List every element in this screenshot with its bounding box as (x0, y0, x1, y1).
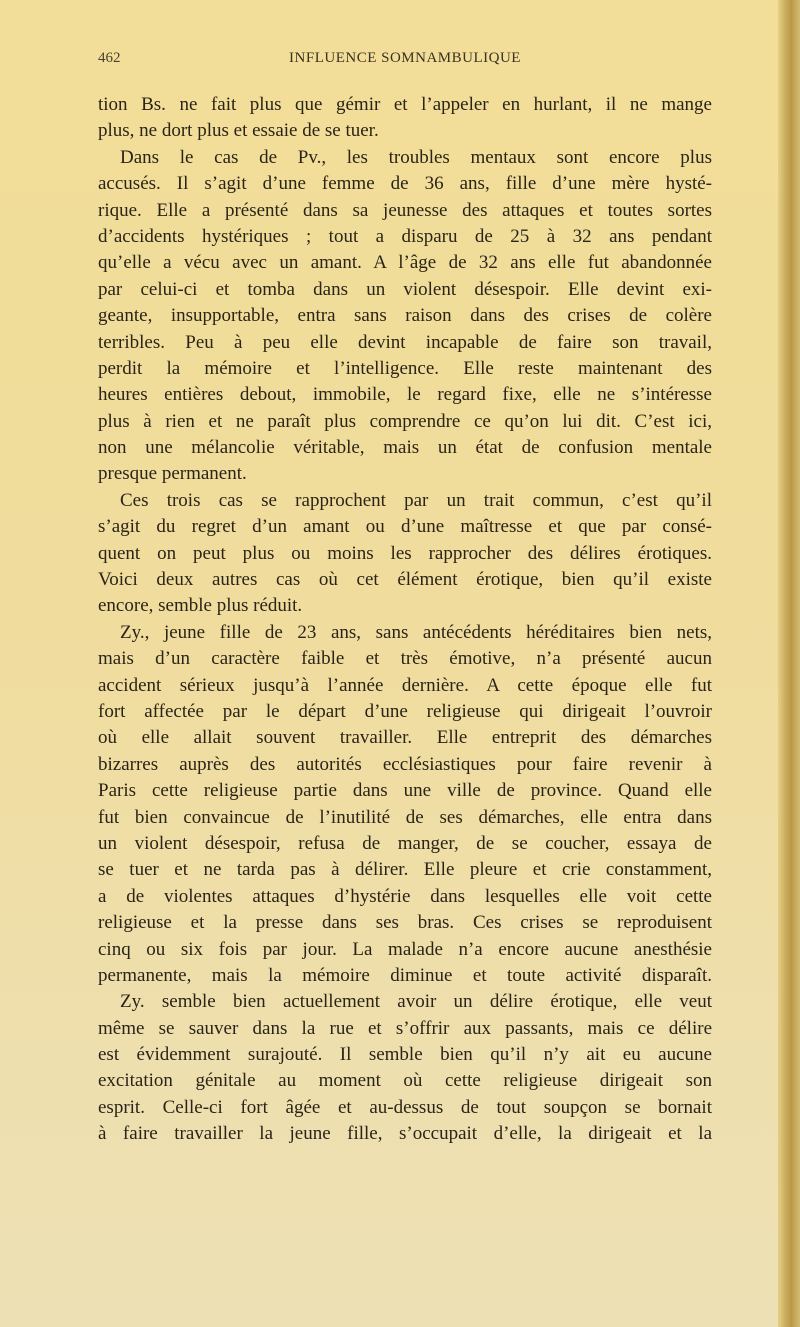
text-line: terribles. Peu à peu elle devint incapable de faire son travail, (98, 331, 712, 353)
text-line: heures entières debout, immobile, le regard fixe, elle ne s’intéresse (98, 384, 712, 406)
text-line: encore, semble plus réduit. (98, 595, 303, 617)
text-line: par celui-ci et tomba dans un violent désespoir. Elle devint exi- (98, 278, 712, 300)
text-line: Paris cette religieuse partie dans une ville de province. Quand elle (98, 780, 712, 802)
text-line: perdit la mémoire et l’intelligence. Elle reste maintenant des (98, 357, 712, 379)
text-line: Zy., jeune fille de 23 ans, sans antécédents héréditaires bien nets, (120, 621, 712, 643)
text-line: Voici deux autres cas où cet élément érotique, bien qu’il existe (98, 569, 712, 591)
text-line: non une mélancolie véritable, mais un état de confusion mentale (98, 437, 712, 459)
text-line: où elle allait souvent travailler. Elle entreprit des démarches (98, 727, 712, 749)
text-line: esprit. Celle-ci fort âgée et au-dessus de tout soupçon se bornait (98, 1096, 712, 1118)
text-line: d’accidents hystériques ; tout a disparu de 25 à 32 ans pendant (98, 225, 712, 247)
text-line: cinq ou six fois par jour. La malade n’a encore aucune anesthésie (98, 938, 712, 960)
text-line: à faire travailler la jeune fille, s’occupait d’elle, la dirigeait et la (98, 1123, 712, 1145)
body-text (98, 92, 712, 1148)
page-number: 462 (98, 50, 121, 66)
text-line: fort affectée par le départ d’une religieuse qui dirigeait l’ouvroir (98, 700, 712, 722)
text-line: mais d’un caractère faible et très émotive, n’a présenté aucun (98, 648, 712, 670)
text-line: Dans le cas de Pv., les troubles mentaux sont encore plus (120, 146, 712, 168)
text-line: qu’elle a vécu avec un amant. A l’âge de 32 ans elle fut abandonnée (98, 252, 712, 274)
text-line: excitation génitale au moment où cette religieuse dirigeait son (98, 1070, 712, 1092)
text-line: plus à rien et ne paraît plus comprendre ce qu’on lui dit. C’est ici, (98, 410, 712, 432)
text-line: presque permanent. (98, 463, 247, 485)
text-line: religieuse et la presse dans ses bras. Ces crises se reproduisent (98, 912, 712, 934)
text-line: Zy. semble bien actuellement avoir un délire érotique, elle veut (120, 991, 712, 1013)
text-line: bizarres auprès des autorités ecclésiastiques pour faire revenir à (98, 753, 712, 775)
text-line: quent on peut plus ou moins les rapprocher des délires érotiques. (98, 542, 712, 564)
text-line: accusés. Il s’agit d’une femme de 36 ans, fille d’une mère hysté- (98, 173, 712, 195)
text-line: plus, ne dort plus et essaie de se tuer. (98, 120, 379, 142)
text-line: est évidemment surajouté. Il semble bien qu’il n’y ait eu aucune (98, 1044, 712, 1066)
text-line: se tuer et ne tarda pas à délirer. Elle pleure et crie constamment, (98, 859, 712, 881)
book-spine-edge (778, 0, 800, 1327)
text-line: rique. Elle a présenté dans sa jeunesse des attaques et toutes sortes (98, 199, 712, 221)
text-line: accident sérieux jusqu’à l’année dernière. A cette époque elle fut (98, 674, 712, 696)
text-line: un violent désespoir, refusa de manger, de se coucher, essaya de (98, 832, 712, 854)
text-line: tion Bs. ne fait plus que gémir et l’appeler en hurlant, il ne mange (98, 94, 712, 115)
running-title: INFLUENCE SOMNAMBULIQUE (289, 50, 521, 66)
text-line: geante, insupportable, entra sans raison dans des crises de colère (98, 305, 712, 327)
text-line: a de violentes attaques d’hystérie dans lesquelles elle voit cette (98, 885, 712, 907)
text-line: s’agit du regret d’un amant ou d’une maîtresse et que par consé- (98, 516, 712, 538)
page-header (98, 50, 712, 74)
text-line: permanente, mais la mémoire diminue et toute activité disparaît. (98, 964, 712, 986)
text-line: Ces trois cas se rapprochent par un trait commun, c’est qu’il (120, 489, 712, 511)
text-line: fut bien convaincue de l’inutilité de ses démarches, elle entra dans (98, 806, 712, 828)
text-line: même se sauver dans la rue et s’offrir aux passants, mais ce délire (98, 1017, 712, 1039)
